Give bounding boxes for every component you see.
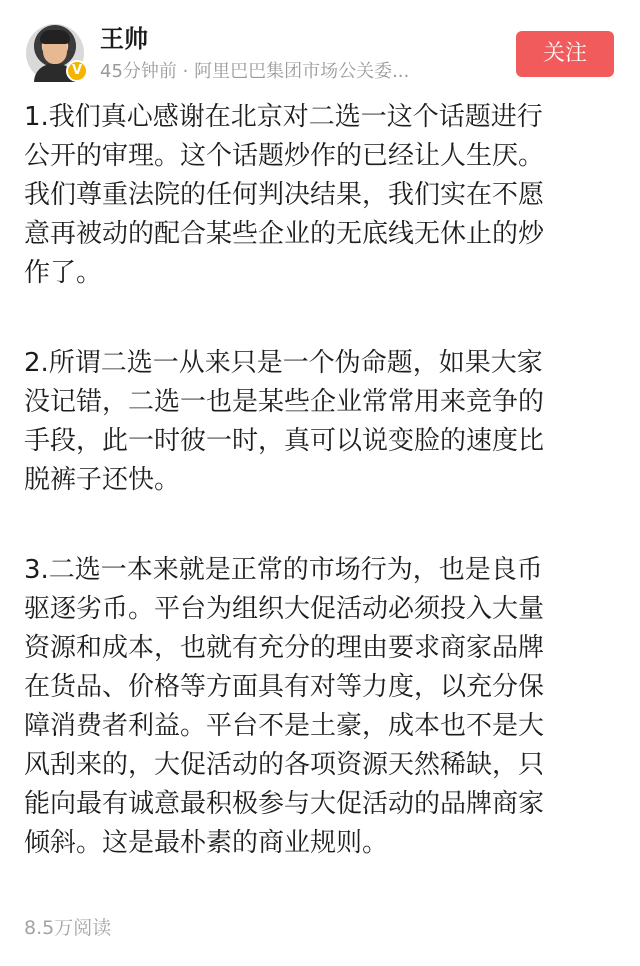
post-content: [24, 98, 620, 914]
verified-v-icon: V: [66, 60, 88, 82]
read-count: 8.5万阅读: [24, 917, 112, 939]
paragraph-line: 脱裤子还快。: [24, 465, 181, 495]
paragraph-line: 能向最有诚意最积极参与大促活动的品牌商家: [24, 789, 545, 819]
paragraph-line: 手段，此一时彼一时，真可以说变脸的速度比: [24, 426, 545, 456]
paragraph-line: 2.所谓二选一从来只是一个伪命题，如果大家: [24, 348, 543, 378]
author-name[interactable]: 王帅: [100, 25, 148, 53]
paragraph-line: 倾斜。这是最朴素的商业规则。: [24, 828, 389, 858]
paragraph-line: 我们尊重法院的任何判决结果，我们实在不愿: [24, 180, 545, 210]
paragraph-line: 公开的审理。这个话题炒作的已经让人生厌。: [24, 141, 545, 171]
paragraph-line: 风刮来的，大促活动的各项资源天然稀缺，只: [24, 750, 545, 780]
post-header: [0, 0, 640, 90]
paragraph-line: 障消费者利益。平台不是土豪，成本也不是大: [24, 711, 545, 741]
paragraph-line: 意再被动的配合某些企业的无底线无休止的炒: [24, 219, 545, 249]
paragraph-2: [24, 344, 620, 500]
paragraph-line: 3.二选一本来就是正常的市场行为，也是良币: [24, 555, 543, 585]
paragraph-line: 没记错，二选一也是某些企业常常用来竞争的: [24, 387, 545, 417]
paragraph-line: 资源和成本，也就有充分的理由要求商家品牌: [24, 633, 545, 663]
paragraph-line: 驱逐劣币。平台为组织大促活动必须投入大量: [24, 594, 545, 624]
post-meta: 45分钟前 · 阿里巴巴集团市场公关委...: [100, 61, 410, 82]
paragraph-line: 1.我们真心感谢在北京对二选一这个话题进行: [24, 102, 543, 132]
paragraph-line: 作了。: [24, 258, 103, 288]
paragraph-1: [24, 98, 620, 293]
paragraph-line: 在货品、价格等方面具有对等力度，以充分保: [24, 672, 545, 702]
follow-button[interactable]: 关注: [516, 31, 614, 77]
avatar-hair-shape: [40, 30, 70, 44]
paragraph-3: [24, 551, 620, 863]
